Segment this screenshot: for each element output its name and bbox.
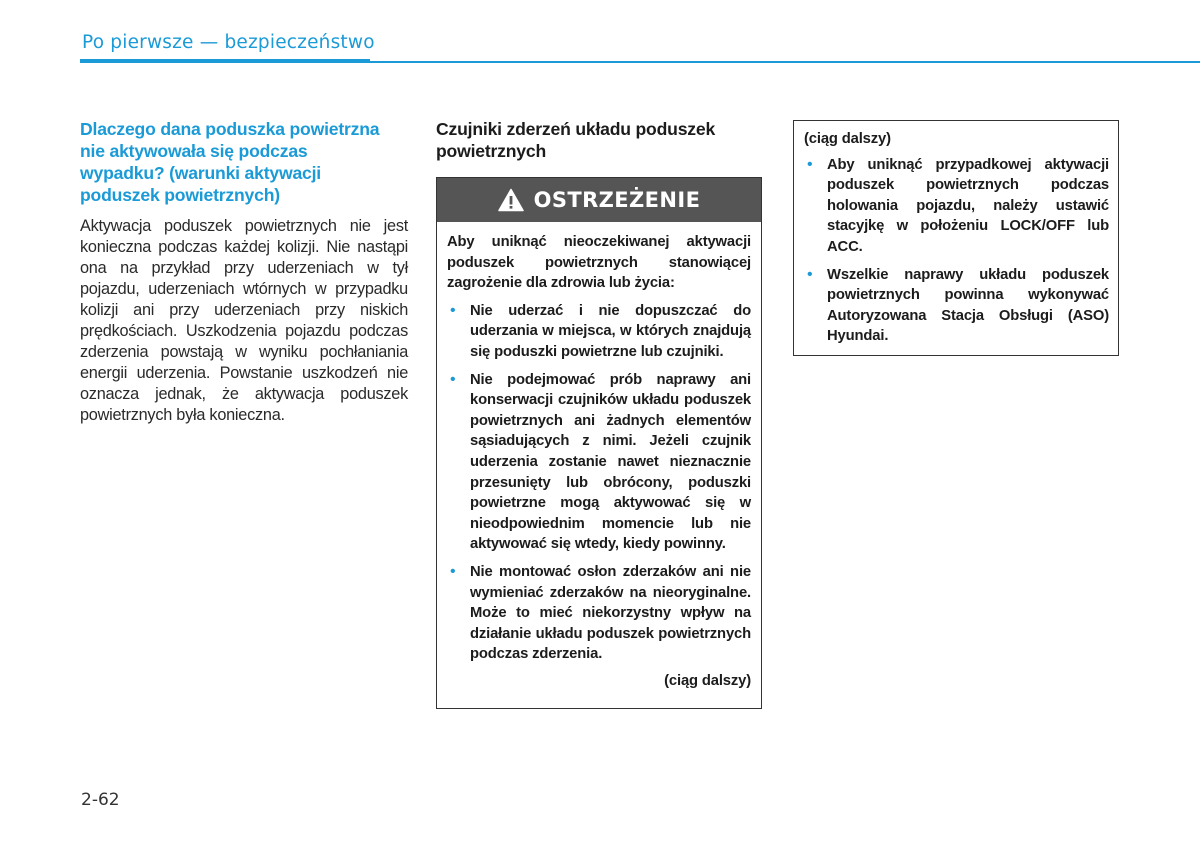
bullet-icon: •: [450, 370, 456, 388]
list-item: [804, 155, 1109, 258]
continued-warning-box: [793, 120, 1119, 356]
list-item-text: Wszelkie naprawy układu poduszek powietrznych powinna wykonywać Autoryzowana Stacja Obsługi (ASO) Hyundai.: [827, 266, 1109, 345]
warning-body: [437, 222, 761, 691]
page-number: 2-62: [81, 790, 120, 810]
heading-line: powietrznych: [436, 141, 547, 161]
warning-title: OSTRZEŻENIE: [533, 188, 701, 212]
list-item: [447, 301, 751, 363]
list-item: [804, 265, 1109, 347]
list-item-text: Nie podejmować prób naprawy ani konserwacji czujników układu poduszek powietrznych ani żadnych elementów sąsiadujących z nimi. Jeżeli czujnik uderzenia zostanie nawet nieznacznie przesunięty lub obrócony, poduszki powietrzne mogą aktywować się w nieodpowiednim momencie lub nie aktywować się wtedy, kiedy powinny.: [470, 371, 751, 553]
warning-intro: Aby uniknąć nieoczekiwanej aktywacji poduszek powietrznych stanowiącej zagrożenie dla zdrowia lub życia:: [447, 234, 751, 292]
warning-triangle-icon: [498, 188, 524, 212]
bullet-icon: •: [807, 155, 813, 173]
section-heading-activation: [80, 118, 408, 206]
page-header-title: Po pierwsze — bezpieczeństwo: [82, 32, 375, 53]
list-item: [447, 562, 751, 665]
bullet-icon: •: [807, 265, 813, 283]
heading-line: wypadku? (warunki aktywacji: [80, 163, 321, 183]
heading-line: poduszek powietrznych): [80, 185, 280, 205]
heading-line: nie aktywowała się podczas: [80, 141, 308, 161]
list-item-text: Nie montować osłon zderzaków ani nie wymieniać zderzaków na nieoryginalne. Może to mieć niekorzystny wpływ na działanie układu poduszek powietrznych podczas zderzenia.: [470, 563, 751, 663]
column-airbag-activation: [80, 118, 408, 426]
header-rule-thick: [80, 59, 370, 63]
bullet-icon: •: [450, 562, 456, 580]
heading-line: Czujniki zderzeń układu poduszek: [436, 119, 716, 139]
bullet-icon: •: [450, 301, 456, 319]
heading-line: Dlaczego dana poduszka powietrzna: [80, 119, 380, 139]
warning-header: [437, 178, 761, 222]
list-item-text: Nie uderzać i nie dopuszczać do uderzania w miejsca, w których znajdują się poduszki powietrzne lub czujniki.: [470, 302, 751, 360]
activation-body-text: Aktywacja poduszek powietrznych nie jest konieczna podczas każdej kolizji. Nie nastąpi ona na przykład przy uderzeniach w tył pojazdu, uderzeniach wtórnych w przypadku kolizji ani przy uderzeniach przy niskich prędkościach. Uszkodzenia pojazdu podczas zderzenia powstają w wyniku pochłaniania energii uderzenia. Powstanie uszkodzeń nie oznacza jednak, że aktywacja poduszek powietrznych była konieczna.: [80, 217, 408, 424]
warning-box: [436, 177, 762, 709]
list-item-text: Aby uniknąć przypadkowej aktywacji poduszek powietrznych podczas holowania pojazdu, należy ustawić stacyjkę w położeniu LOCK/OFF lub ACC.: [827, 156, 1109, 255]
continued-label: (ciąg dalszy): [664, 672, 751, 689]
section-heading-sensors: [436, 118, 764, 162]
list-item: [447, 370, 751, 555]
column-crash-sensors: [436, 118, 764, 162]
header-rule-thin: [370, 61, 1200, 63]
continued-label: (ciąg dalszy): [804, 131, 891, 147]
